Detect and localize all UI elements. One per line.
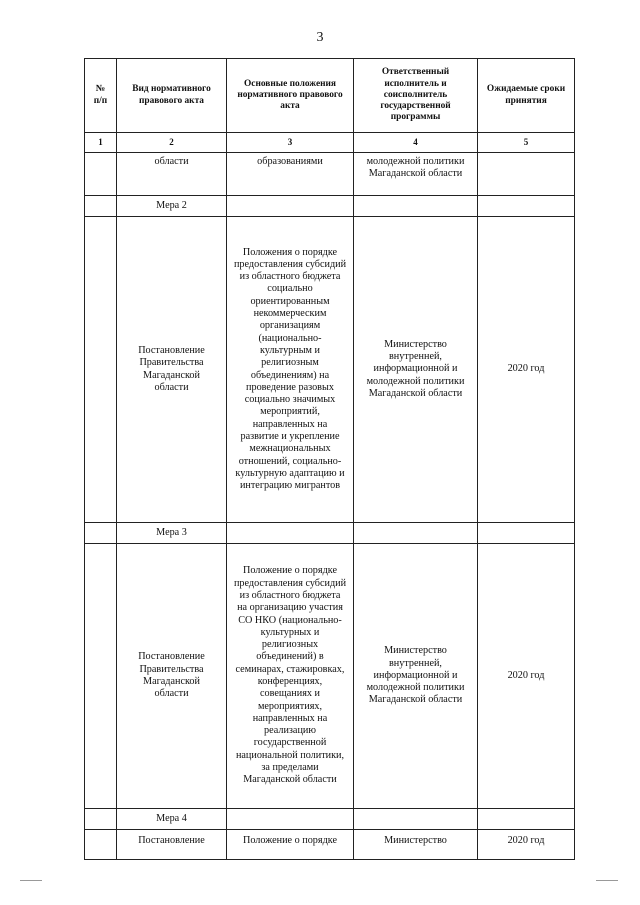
header-executor: Ответственный исполнитель и соисполнитель государственной программы bbox=[354, 59, 478, 133]
cell-number bbox=[85, 523, 117, 544]
cell-number bbox=[85, 196, 117, 217]
empty-cell bbox=[354, 809, 478, 830]
header-provisions: Основные положения нормативного правового акта bbox=[227, 59, 354, 133]
cell-executor: молодежной политики Магаданской области bbox=[354, 153, 478, 196]
cell-provisions: Положение о порядке предоставления субсидий из областного бюджета на организацию участия СО НКО (национально- культурных и религиозных объединений) в семинарах, стажировках, конференциях, совещаниях и мероприятиях, направленных на реализацию государственной национальной политики, за пределами Магаданской области bbox=[227, 544, 354, 809]
cell-deadline: 2020 год bbox=[478, 830, 575, 860]
measure-label-row bbox=[85, 196, 575, 217]
cell-deadline bbox=[478, 153, 575, 196]
cell-deadline: 2020 год bbox=[478, 544, 575, 809]
header-act-type: Вид нормативного правового акта bbox=[117, 59, 227, 133]
measure-label: Мера 2 bbox=[117, 196, 227, 217]
cell-act-type: Постановление Правительства Магаданской области bbox=[117, 217, 227, 523]
table-row bbox=[85, 217, 575, 523]
column-number: 2 bbox=[117, 133, 227, 153]
cell-act-type: Постановление bbox=[117, 830, 227, 860]
empty-cell bbox=[478, 809, 575, 830]
page-number: 3 bbox=[316, 30, 324, 45]
scan-artifact-line bbox=[20, 880, 42, 881]
column-number: 4 bbox=[354, 133, 478, 153]
normative-acts-table bbox=[84, 58, 575, 860]
cell-executor: Министерство внутренней, информационной и молодежной политики Магаданской области bbox=[354, 217, 478, 523]
cell-number bbox=[85, 217, 117, 523]
cell-number bbox=[85, 544, 117, 809]
measure-label-row bbox=[85, 809, 575, 830]
cell-provisions: Положение о порядке bbox=[227, 830, 354, 860]
empty-cell bbox=[478, 523, 575, 544]
header-deadline: Ожидаемые сроки принятия bbox=[478, 59, 575, 133]
column-number-row bbox=[85, 133, 575, 153]
cell-provisions: образованиями bbox=[227, 153, 354, 196]
column-number: 1 bbox=[85, 133, 117, 153]
cell-executor: Министерство bbox=[354, 830, 478, 860]
cell-number bbox=[85, 809, 117, 830]
measure-label: Мера 4 bbox=[117, 809, 227, 830]
cell-number bbox=[85, 153, 117, 196]
empty-cell bbox=[354, 523, 478, 544]
table-row bbox=[85, 544, 575, 809]
column-number: 3 bbox=[227, 133, 354, 153]
empty-cell bbox=[227, 523, 354, 544]
column-number: 5 bbox=[478, 133, 575, 153]
measure-label: Мера 3 bbox=[117, 523, 227, 544]
empty-cell bbox=[227, 196, 354, 217]
empty-cell bbox=[478, 196, 575, 217]
table-header-row bbox=[85, 59, 575, 133]
scan-artifact-line bbox=[596, 880, 618, 881]
table-row bbox=[85, 830, 575, 860]
measure-label-row bbox=[85, 523, 575, 544]
table-row bbox=[85, 153, 575, 196]
empty-cell bbox=[354, 196, 478, 217]
cell-number bbox=[85, 830, 117, 860]
cell-deadline: 2020 год bbox=[478, 217, 575, 523]
cell-act-type: области bbox=[117, 153, 227, 196]
empty-cell bbox=[227, 809, 354, 830]
header-number: № п/п bbox=[85, 59, 117, 133]
cell-provisions: Положения о порядке предоставления субсидий из областного бюджета социально ориентированным некоммерческим организациям (национально- культурным и религиозным объединениям) на проведение разовых социально значимых мероприятий, направленных на развитие и укрепление межнациональных отношений, социально- культурную адаптацию и интеграцию мигрантов bbox=[227, 217, 354, 523]
cell-act-type: Постановление Правительства Магаданской области bbox=[117, 544, 227, 809]
cell-executor: Министерство внутренней, информационной и молодежной политики Магаданской области bbox=[354, 544, 478, 809]
